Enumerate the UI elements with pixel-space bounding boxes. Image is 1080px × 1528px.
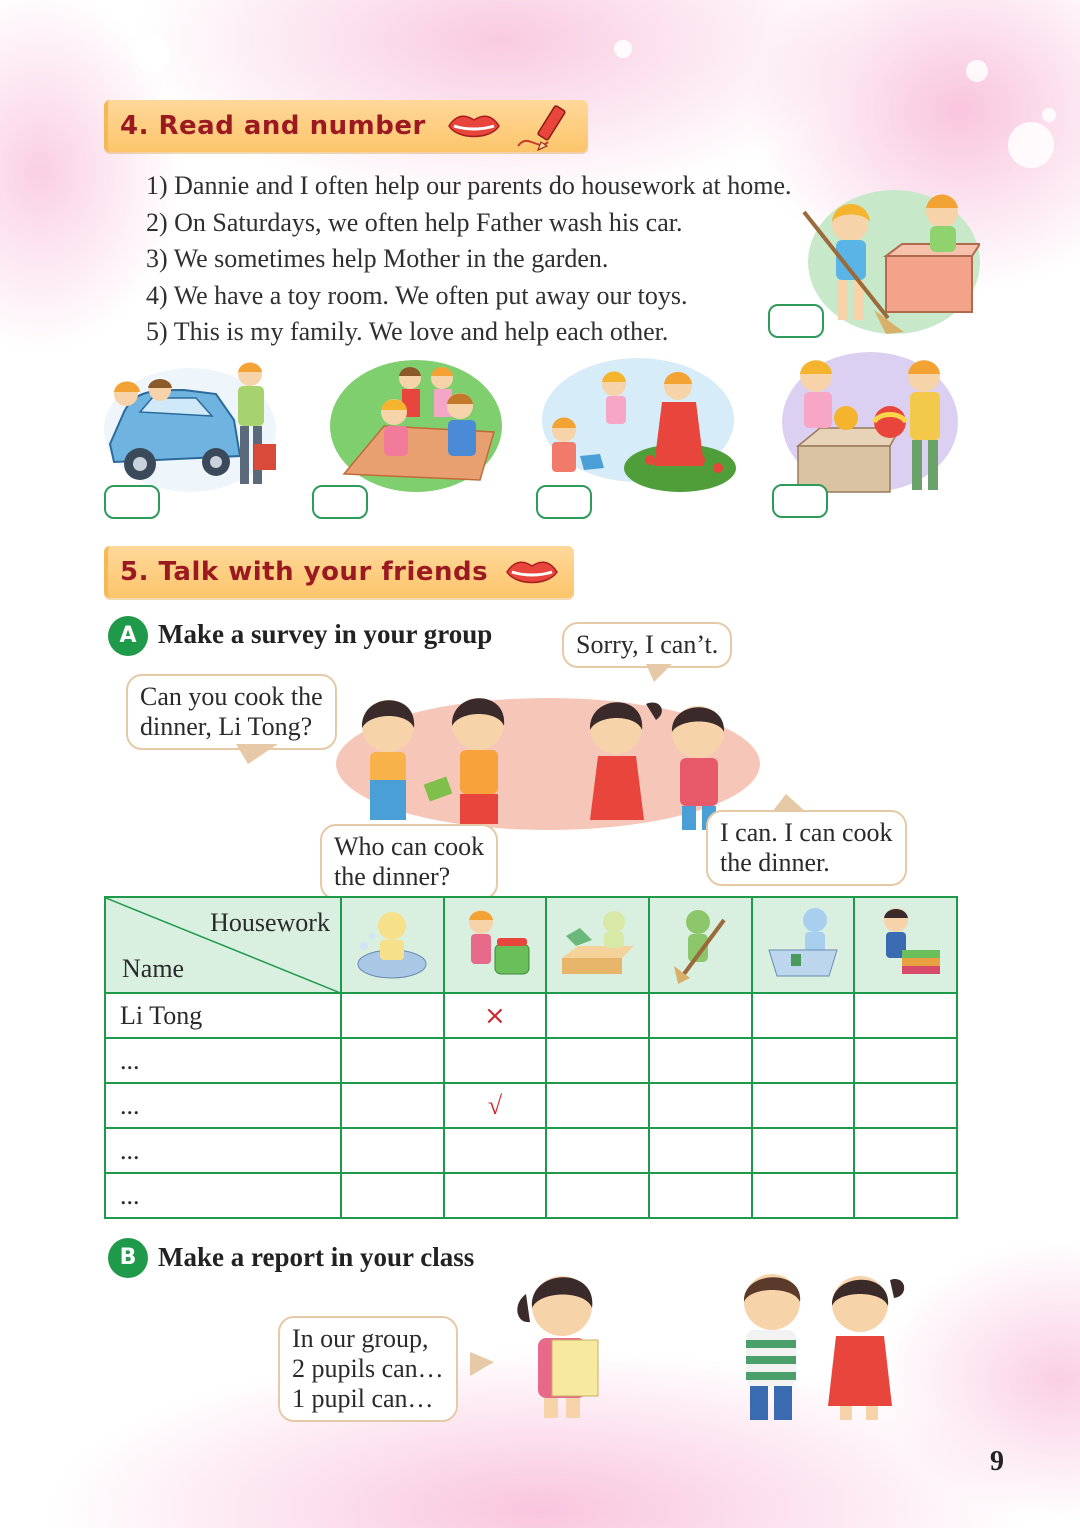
bubble-tail — [772, 794, 806, 812]
survey-cell[interactable] — [854, 993, 957, 1038]
bubble-line: Sorry, I can’t. — [576, 630, 719, 659]
bubble-line: I can. I can cook — [720, 818, 893, 847]
pencil-icon — [508, 102, 578, 154]
answer-box-picnic[interactable] — [312, 485, 368, 519]
table-row — [105, 1038, 957, 1083]
survey-cell[interactable] — [444, 1173, 547, 1218]
cleaning-table-icon — [546, 897, 649, 993]
speech-bubble-i-can-cook — [706, 810, 907, 886]
gardening-picture — [540, 356, 736, 494]
decor-bubble — [1042, 108, 1056, 122]
answer-box-sweeping[interactable] — [768, 304, 824, 338]
survey-cell[interactable] — [649, 1038, 752, 1083]
survey-cell[interactable] — [546, 993, 649, 1038]
row-name: ... — [105, 1083, 341, 1128]
lips-icon — [504, 556, 560, 590]
survey-cell[interactable] — [854, 1128, 957, 1173]
survey-cell[interactable] — [546, 1128, 649, 1173]
decor-bubble — [966, 60, 988, 82]
making-bed-icon — [854, 897, 957, 993]
survey-cell[interactable] — [752, 1128, 855, 1173]
bubble-line: Can you cook the — [140, 682, 323, 711]
row-name: Li Tong — [105, 993, 341, 1038]
header-diagonal-cell — [105, 897, 341, 993]
survey-cell[interactable] — [649, 1083, 752, 1128]
page-number: 9 — [990, 1446, 1004, 1477]
speech-bubble-report — [278, 1316, 458, 1422]
lips-icon — [446, 110, 502, 144]
bubble-line: 2 pupils can… — [292, 1354, 444, 1383]
row-name: ... — [105, 1173, 341, 1218]
bubble-line: 1 pupil can… — [292, 1384, 434, 1413]
family-picnic-picture — [330, 356, 504, 494]
header-housework: Housework — [210, 908, 330, 937]
survey-cell[interactable] — [854, 1173, 957, 1218]
bubble-line: dinner, Li Tong? — [140, 712, 313, 741]
bubble-tail — [236, 744, 278, 764]
survey-cell[interactable] — [649, 993, 752, 1038]
bubble-line: In our group, — [292, 1324, 429, 1353]
sentence-1: 1) Dannie and I often help our parents do housework at home. — [146, 171, 792, 200]
survey-cell[interactable] — [341, 1173, 444, 1218]
sentence-4: 4) We have a toy room. We often put away our toys. — [146, 280, 688, 310]
survey-table — [104, 896, 958, 1219]
survey-cell[interactable]: √ — [444, 1083, 547, 1128]
part-a-title: Make a survey in your group — [158, 619, 493, 649]
row-name: ... — [105, 1128, 341, 1173]
answer-box-garden[interactable] — [536, 485, 592, 519]
part-a-badge: A — [108, 616, 148, 656]
bubble-tail — [470, 1352, 494, 1376]
survey-cell[interactable]: × — [444, 993, 547, 1038]
bubble-line: Who can cook — [334, 832, 485, 861]
survey-cell[interactable] — [752, 993, 855, 1038]
survey-cell[interactable] — [546, 1173, 649, 1218]
survey-cell[interactable] — [752, 1083, 855, 1128]
bubble-tail — [646, 664, 672, 682]
header-name: Name — [122, 954, 185, 983]
survey-cell[interactable] — [649, 1173, 752, 1218]
sentence-3: 3) We sometimes help Mother in the garden. — [146, 244, 609, 273]
washing-dishes-icon — [752, 897, 855, 993]
row-name: ... — [105, 1038, 341, 1083]
washing-car-picture — [104, 360, 280, 494]
survey-cell[interactable] — [752, 1038, 855, 1083]
table-header-row — [105, 897, 957, 993]
section-5-title: 5. Talk with your friends — [120, 557, 489, 587]
answer-box-toys[interactable] — [772, 484, 828, 518]
decor-bubble — [614, 40, 632, 58]
survey-cell[interactable] — [854, 1083, 957, 1128]
table-row — [105, 1173, 957, 1218]
reporting-girl-picture — [506, 1264, 616, 1420]
survey-dialogue-picture — [330, 684, 766, 834]
decor-bubble — [1008, 122, 1054, 168]
survey-cell[interactable] — [444, 1038, 547, 1083]
part-b-badge: B — [108, 1238, 148, 1278]
survey-cell[interactable] — [341, 1038, 444, 1083]
putting-away-toys-picture — [780, 346, 960, 496]
decor-bubble — [134, 36, 170, 72]
answer-box-car[interactable] — [104, 485, 160, 519]
survey-cell[interactable] — [752, 1173, 855, 1218]
speech-bubble-sorry — [562, 622, 732, 668]
section-5-header — [104, 546, 574, 598]
sentence-5: 5) This is my family. We love and help each other. — [146, 317, 669, 346]
survey-cell[interactable] — [444, 1128, 547, 1173]
speech-bubble-can-you-cook — [126, 674, 337, 750]
bubble-line: the dinner. — [720, 848, 830, 877]
part-b-title: Make a report in your class — [158, 1242, 475, 1272]
sweeping-icon — [649, 897, 752, 993]
bubble-line: the dinner? — [334, 862, 451, 891]
survey-cell[interactable] — [546, 1038, 649, 1083]
speech-bubble-who-can-cook — [320, 824, 498, 900]
table-row — [105, 1128, 957, 1173]
sentence-2: 2) On Saturdays, we often help Father wash his car. — [146, 207, 683, 237]
section-4-header — [104, 100, 588, 152]
survey-cell[interactable] — [546, 1083, 649, 1128]
section-4-title: 4. Read and number — [120, 111, 426, 141]
washing-clothes-icon — [341, 897, 444, 993]
survey-cell[interactable] — [341, 1128, 444, 1173]
sentence-list — [146, 168, 791, 351]
survey-cell[interactable] — [854, 1038, 957, 1083]
listening-children-picture — [724, 1266, 914, 1422]
survey-cell[interactable] — [341, 993, 444, 1038]
table-row — [105, 993, 957, 1038]
survey-cell[interactable] — [341, 1083, 444, 1128]
cooking-icon — [444, 897, 547, 993]
survey-cell[interactable] — [649, 1128, 752, 1173]
table-row — [105, 1083, 957, 1128]
